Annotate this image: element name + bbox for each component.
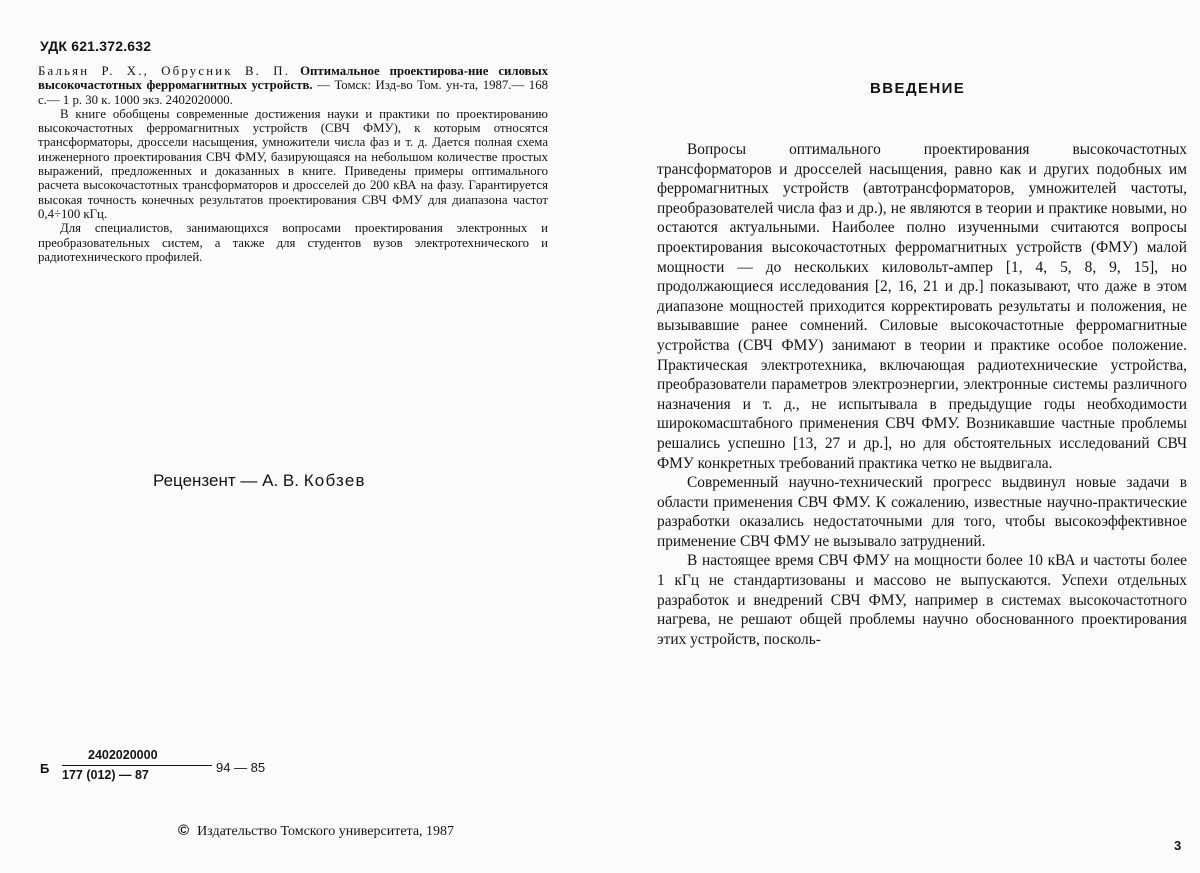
copyright-icon: © [178,822,190,839]
fraction-line [62,765,212,766]
bbk-code: 94 — 85 [216,760,266,775]
imprint: — Томск: Изд-во Том. ун-та, 1987.— 168 с.— 1 р. 30 к. 1000 экз. 2402020000. [38,78,548,107]
bbk-denominator: 177 (012) — 87 [62,768,149,782]
page-number: 3 [1174,838,1182,853]
reviewer-name: Кобзев [303,471,366,490]
body-paragraph: В настоящее время СВЧ ФМУ на мощности более 10 кВА и частоты более 1 кГц не стандартизованы и массово не выпускаются. Успехи отдельных разработок и внедрений СВЧ ФМУ, например в системах высокочастотного нагрева, не решают общей проблемы научно обоснованного проектирования этих устройств, посколь- [657,552,1187,648]
audience-paragraph: Для специалистов, занимающихся вопросами проектирования электронных и преобразовательных систем, а также для студентов вузов электротехнического и радиотехнического профилей. [38,221,548,264]
right-page [600,0,1200,873]
udc-code: УДК 621.372.632 [40,38,152,54]
abstract-block [38,64,548,264]
authors: Бальян Р. Х., Обрусник В. П. [38,64,291,78]
bbk-letter: Б [40,761,50,776]
copyright-line [178,822,454,840]
abstract-paragraph: В книге обобщены современные достижения науки и практики по проектированию высокочастотных ферромагнитных устройств (СВЧ ФМУ), к которым относятся трансформаторы, дроссели насыщения, умножители числа фаз и т. д. Дается полная схема инженерного проектирования СВЧ ФМУ, базирующаяся на небольшом количестве простых выражений, предложенных и доказанных в книге. Приведены примеры оптимального расчета высокочастотных трансформаторов и дросселей до 200 кВА на фазу. Гарантируется высокая точность конечных результатов проектирования СВЧ ФМУ для диапазона частот 0,4÷100 кГц. [38,106,548,221]
chapter-heading: ВВЕДЕНИЕ [870,80,966,97]
introduction-text [657,140,1187,649]
bbk-numerator: 2402020000 [88,748,158,762]
bbk-fraction [62,748,212,783]
bbk-index [40,748,340,798]
reviewer-line [153,471,366,491]
bibliographic-record [38,64,548,107]
body-paragraph: Вопросы оптимального проектирования высокочастотных трансформаторов и дросселей насыщения, равно как и других подобных им ферромагнитных устройств (автотрансформаторов, умножителей частоты, преобразователей числа фаз и др.), не являются в теории и практике новыми, но остаются актуальными. Наиболее полно изученными считаются вопросы проектирования высокочастотных ферромагнитных устройств (ФМУ) малой мощности — до нескольких киловольт-ампер [1, 4, 5, 8, 9, 15], но продолжающиеся исследования [2, 16, 21 и др.] показывают, что даже в этом диапазоне мощностей приходится корректировать результаты и положения, не вызывавшие ранее сомнений. Силовые высокочастотные ферромагнитные устройства (СВЧ ФМУ) занимают в теории и практике особое положение. Практическая электротехника, включающая радиотехнические устройства, преобразователи параметров электроэнергии, электронные системы различного назначения и т. д., не испытывала в предыдущие годы необходимости широкомасштабного применения СВЧ ФМУ. Возникавшие частные проблемы решались успешно [13, 27 и др.], но для обстоятельных исследований СВЧ ФМУ конкретных требований практика четко не выдвигала. [657,141,1187,472]
book-title: Оптимальное проектирова-ние силовых высокочастотных ферромагнитных устройств. [38,64,548,93]
copyright-text: Издательство Томского университета, 1987 [197,824,455,839]
body-paragraph: Современный научно-технический прогресс выдвинул новые задачи в области применения СВЧ ФМУ. К сожалению, известные научно-практические разработки оказались недостаточными для того, чтобы высокоэффективное применение СВЧ ФМУ не вызывало затруднений. [657,474,1187,550]
reviewer-label: Рецензент — А. В. [153,471,299,490]
